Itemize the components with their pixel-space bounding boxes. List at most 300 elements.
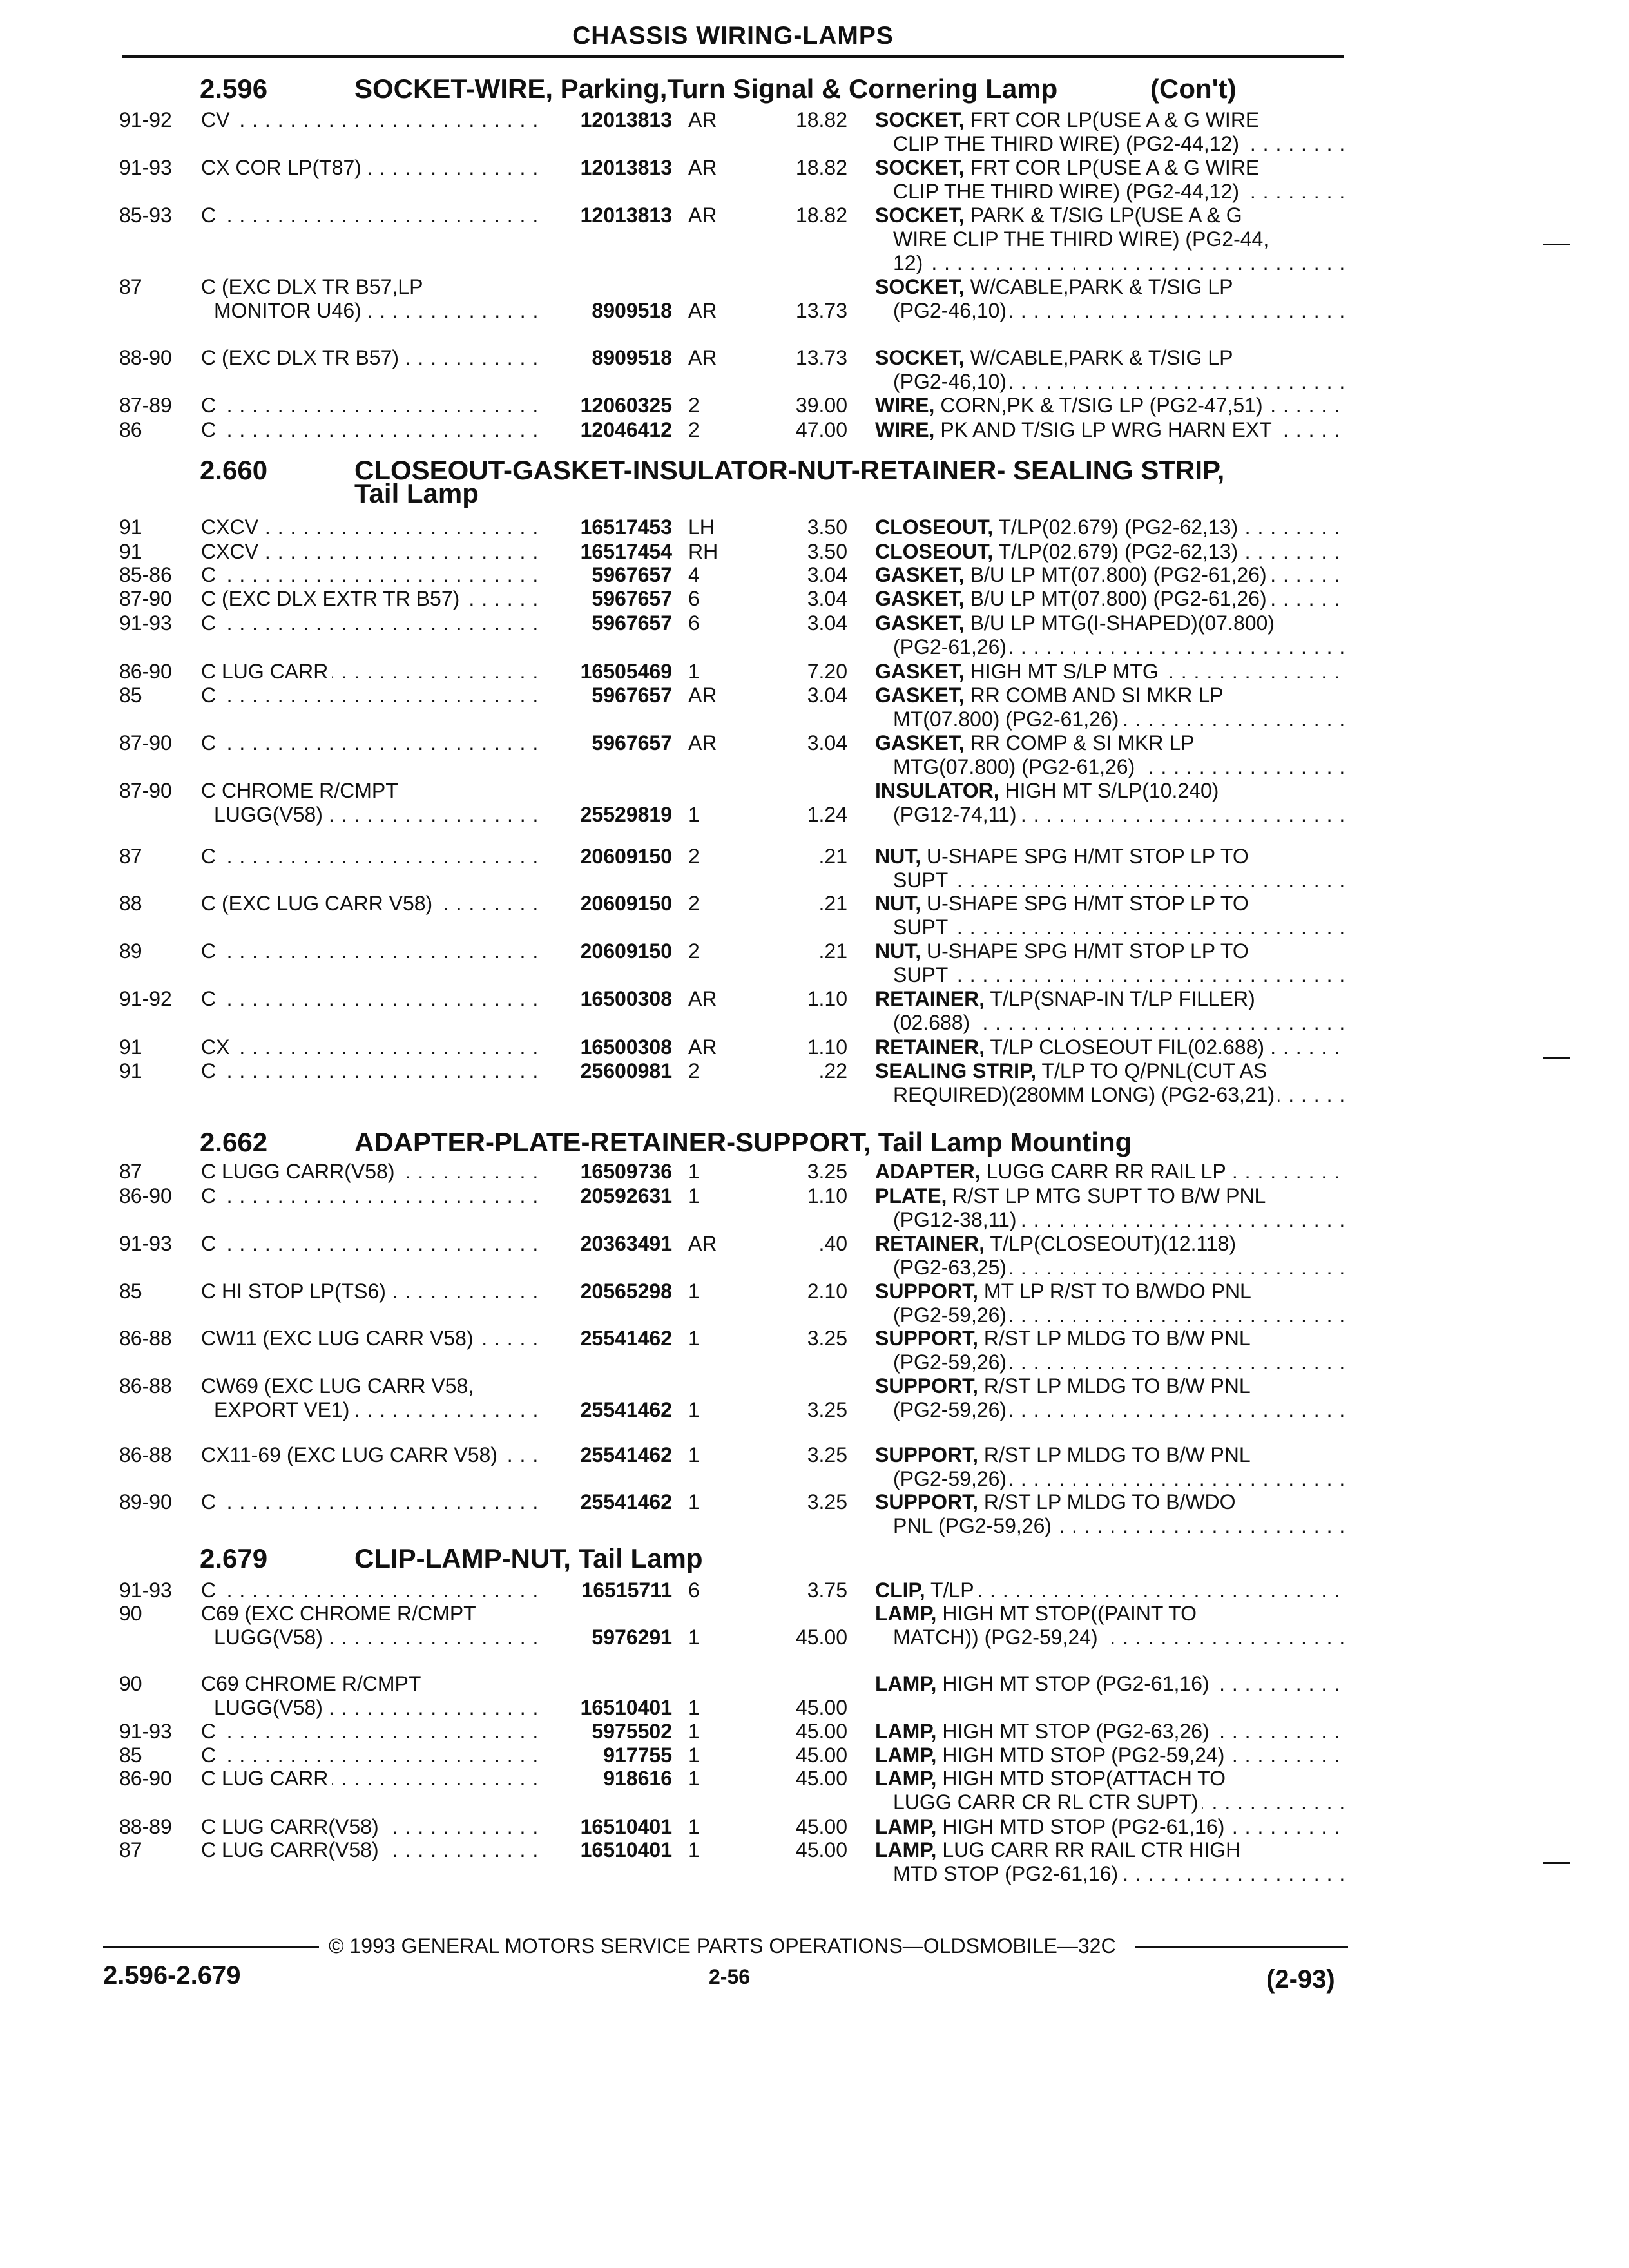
part-description [875, 1280, 1345, 1303]
part-number: 20609150 [580, 892, 672, 915]
footer-rule-right [1135, 1946, 1348, 1948]
model-year: 91 [119, 1035, 142, 1059]
margin-mark [1543, 244, 1570, 245]
model-code: . . . CXCV [201, 540, 543, 564]
quantity: 1 [688, 1744, 700, 1767]
price: 3.04 [807, 587, 847, 610]
part-detail: R/ST LP MTG SUPT TO B/W PNL [947, 1184, 1266, 1207]
price: 3.50 [807, 540, 847, 563]
part-description-continued: . . . (PG2-59,26) [893, 1303, 1345, 1327]
model-year: 86 [119, 418, 142, 441]
price: 1.10 [807, 987, 847, 1010]
part-description-continued: . . . (PG2-63,25) [893, 1256, 1345, 1280]
footer-page-number: 2-56 [709, 1965, 751, 1988]
model-year: 86-90 [119, 660, 172, 683]
part-description [875, 1602, 1345, 1626]
part-name: LAMP, [875, 1838, 937, 1861]
part-description-continued: . . . (PG2-46,10) [893, 299, 1345, 323]
section-title: CLIP-LAMP-NUT, Tail Lamp [354, 1543, 703, 1573]
part-detail: W/CABLE,PARK & T/SIG LP [964, 346, 1233, 369]
part-description [875, 540, 1345, 564]
model-code: . . . C [201, 1579, 543, 1602]
quantity: AR [688, 1232, 717, 1255]
part-name: RETAINER, [875, 987, 985, 1010]
part-name: GASKET, [875, 660, 965, 683]
part-number: 16510401 [580, 1696, 672, 1719]
part-name: SUPPORT, [875, 1374, 979, 1398]
price: .21 [818, 939, 847, 963]
quantity: 1 [688, 1280, 700, 1303]
part-detail: FRT COR LP(USE A & G WIRE [964, 156, 1260, 179]
part-number: 16510401 [580, 1838, 672, 1861]
model-year: 91 [119, 1059, 142, 1082]
part-number: 16515711 [581, 1579, 672, 1602]
model-code: . . . C [201, 611, 543, 635]
quantity: 1 [688, 1443, 700, 1466]
quantity: 1 [688, 1696, 700, 1719]
part-detail: MT LP R/ST TO B/WDO PNL [978, 1280, 1251, 1303]
quantity: 2 [688, 1059, 700, 1082]
model-year: 87 [119, 1838, 142, 1861]
model-code-continued: . . . MONITOR U46) [214, 299, 543, 323]
quantity: 1 [688, 1720, 700, 1743]
part-description [875, 515, 1345, 539]
part-number: 16517454 [580, 540, 672, 563]
part-name: NUT, [875, 892, 921, 915]
model-year: 86-88 [119, 1443, 172, 1466]
part-description [875, 1744, 1345, 1767]
part-description [875, 1374, 1345, 1398]
quantity: LH [688, 515, 715, 539]
model-code: . . . C [201, 563, 543, 587]
model-year: 91-92 [119, 987, 172, 1010]
part-number: 918616 [603, 1767, 672, 1790]
part-number: 20565298 [580, 1280, 672, 1303]
part-description [875, 1184, 1345, 1208]
part-description [875, 108, 1345, 132]
part-name: NUT, [875, 939, 921, 963]
model-code: . . . C [201, 987, 543, 1011]
quantity: AR [688, 1035, 717, 1059]
part-description [875, 1672, 1345, 1696]
part-description-continued: . . . LUGG CARR CR RL CTR SUPT) [893, 1791, 1345, 1814]
part-detail: R/ST LP MLDG TO B/W PNL [978, 1374, 1251, 1398]
model-year: 91-93 [119, 1720, 172, 1743]
section-number: 2.662 [200, 1127, 268, 1157]
part-number: 5967657 [592, 611, 672, 635]
part-name: SOCKET, [875, 156, 965, 179]
price: 3.04 [807, 563, 847, 586]
model-code: . . . C [201, 394, 543, 418]
quantity: AR [688, 108, 717, 131]
part-description [875, 684, 1345, 707]
model-code: . . . CX COR LP(T87) [201, 156, 543, 180]
quantity: 1 [688, 1160, 700, 1183]
part-name: GASKET, [875, 684, 965, 707]
part-number: 16500308 [580, 987, 672, 1010]
model-year: 85 [119, 1744, 142, 1767]
price: 45.00 [795, 1767, 847, 1790]
model-year: 85 [119, 1280, 142, 1303]
margin-mark [1543, 1862, 1570, 1864]
price: 18.82 [795, 156, 847, 179]
part-description [875, 779, 1345, 803]
part-number: 25541462 [580, 1490, 672, 1514]
footer-section-range: 2.596-2.679 [103, 1961, 241, 1990]
quantity: AR [688, 987, 717, 1010]
section-number: 2.596 [200, 73, 268, 104]
price: .22 [818, 1059, 847, 1082]
model-year: 88-89 [119, 1815, 172, 1838]
part-description [875, 892, 1345, 916]
model-code: . . . C [201, 731, 543, 755]
model-code: . . . C [201, 418, 543, 442]
price: 39.00 [795, 394, 847, 417]
quantity: AR [688, 299, 717, 322]
part-number: 16517453 [580, 515, 672, 539]
price: 3.75 [807, 1579, 847, 1602]
margin-mark [1543, 1057, 1570, 1059]
quantity: 1 [688, 660, 700, 683]
price: 3.50 [807, 515, 847, 539]
model-year: 85-93 [119, 204, 172, 227]
part-description [875, 1035, 1345, 1059]
price: 47.00 [795, 418, 847, 441]
model-year: 90 [119, 1602, 142, 1625]
model-year: 87 [119, 845, 142, 868]
part-name: NUT, [875, 845, 921, 868]
part-description-continued: . . . (PG2-59,26) [893, 1398, 1345, 1422]
model-year: 91-92 [119, 108, 172, 131]
model-year: 91-93 [119, 1579, 172, 1602]
part-number: 5967657 [592, 684, 672, 707]
part-description [875, 418, 1345, 442]
part-detail: T/LP CLOSEOUT FIL(02.688) [985, 1035, 1265, 1059]
model-code: . . . C [201, 845, 543, 869]
part-description [875, 563, 1345, 587]
model-year: 88 [119, 892, 142, 915]
part-description [875, 1720, 1345, 1744]
part-description [875, 275, 1345, 299]
quantity: 1 [688, 1184, 700, 1207]
model-year: 87 [119, 1160, 142, 1183]
part-name: SOCKET, [875, 108, 965, 131]
section-subtitle: Tail Lamp [354, 478, 479, 508]
part-name: SUPPORT, [875, 1443, 979, 1466]
part-detail: T/LP(SNAP-IN T/LP FILLER) [985, 987, 1255, 1010]
part-number: 25541462 [580, 1327, 672, 1350]
model-code: . . . C LUG CARR(V58) [201, 1815, 543, 1839]
model-year: 91-93 [119, 1232, 172, 1255]
price: 45.00 [795, 1815, 847, 1838]
part-number: 20363491 [580, 1232, 672, 1255]
part-name: GASKET, [875, 731, 965, 754]
model-code: . . . CW11 (EXC LUG CARR V58) [201, 1327, 543, 1350]
part-description [875, 731, 1345, 755]
part-description-continued: . . . (PG2-59,26) [893, 1350, 1345, 1374]
part-name: SOCKET, [875, 275, 965, 298]
part-detail: HIGH MTD STOP (PG2-59,24) [936, 1744, 1225, 1767]
quantity: 2 [688, 394, 700, 417]
part-detail: R/ST LP MLDG TO B/W PNL [978, 1443, 1251, 1466]
model-code: . . . C LUG CARR(V58) [201, 1838, 543, 1862]
model-code: C CHROME R/CMPT [201, 779, 543, 803]
part-number: 5976291 [592, 1626, 672, 1649]
model-code: . . . CXCV [201, 515, 543, 539]
model-code: . . . C [201, 684, 543, 707]
part-name: SOCKET, [875, 204, 965, 227]
model-code: C69 CHROME R/CMPT [201, 1672, 543, 1696]
part-number: 12060325 [580, 394, 672, 417]
model-year: 86-88 [119, 1327, 172, 1350]
quantity: 1 [688, 1398, 700, 1421]
part-description-continued: . . . SUPT [893, 916, 1345, 939]
part-detail: HIGH MT STOP (PG2-61,16) [936, 1672, 1210, 1695]
model-code: C (EXC DLX TR B57,LP [201, 275, 543, 299]
quantity: 2 [688, 418, 700, 441]
model-year: 91 [119, 515, 142, 539]
part-detail: FRT COR LP(USE A & G WIRE [964, 108, 1260, 131]
part-description-continued: . . . (PG2-61,26) [893, 635, 1345, 659]
model-year: 89-90 [119, 1490, 172, 1514]
model-code: . . . C (EXC DLX TR B57) [201, 346, 543, 370]
model-year: 90 [119, 1672, 142, 1695]
quantity: RH [688, 540, 718, 563]
section-number: 2.660 [200, 455, 268, 485]
model-code-continued: . . . LUGG(V58) [214, 1626, 543, 1649]
model-code: . . . C [201, 939, 543, 963]
price: 3.25 [807, 1327, 847, 1350]
part-detail: PK AND T/SIG LP WRG HARN EXT [934, 418, 1272, 441]
model-code: . . . C LUG CARR [201, 1767, 543, 1791]
part-description-continued: . . . CLIP THE THIRD WIRE) (PG2-44,12) [893, 132, 1345, 156]
price: 45.00 [795, 1720, 847, 1743]
price: 3.25 [807, 1160, 847, 1183]
part-detail: HIGH MT S/LP MTG [964, 660, 1159, 683]
model-code: CW69 (EXC LUG CARR V58, [201, 1374, 543, 1398]
model-code-continued: . . . LUGG(V58) [214, 1696, 543, 1720]
quantity: 6 [688, 587, 700, 610]
part-description-continued: . . . (PG12-38,11) [893, 1208, 1345, 1232]
part-description [875, 204, 1345, 227]
model-code: . . . CV [201, 108, 543, 132]
section-title: ADAPTER-PLATE-RETAINER-SUPPORT, Tail Lamp Mounting [354, 1127, 1132, 1157]
part-number: 16505469 [580, 660, 672, 683]
model-code: . . . C (EXC DLX EXTR TR B57) [201, 587, 543, 611]
quantity: 1 [688, 1327, 700, 1350]
part-description-continued: . . . MATCH)) (PG2-59,24) [893, 1626, 1345, 1649]
part-number: 917755 [603, 1744, 672, 1767]
price: .21 [818, 845, 847, 868]
part-number: 20592631 [580, 1184, 672, 1207]
part-name: LAMP, [875, 1672, 937, 1695]
model-year: 86-88 [119, 1374, 172, 1398]
footer-date: (2-93) [1266, 1965, 1335, 1994]
quantity: 1 [688, 1490, 700, 1514]
part-number: 25600981 [580, 1059, 672, 1082]
part-description [875, 156, 1345, 180]
title-rule [122, 55, 1344, 58]
model-code: . . . C LUGG CARR(V58) [201, 1160, 543, 1184]
part-detail: HIGH MT STOP (PG2-63,26) [936, 1720, 1210, 1743]
part-description [875, 1160, 1345, 1184]
part-name: LAMP, [875, 1815, 937, 1838]
model-code: . . . C [201, 1184, 543, 1208]
part-description [875, 660, 1345, 684]
part-description-continued: . . . (PG2-59,26) [893, 1467, 1345, 1491]
part-name: GASKET, [875, 587, 965, 610]
part-description [875, 611, 1345, 635]
part-name: CLOSEOUT, [875, 515, 994, 539]
model-code: C69 (EXC CHROME R/CMPT [201, 1602, 543, 1626]
price: 1.10 [807, 1035, 847, 1059]
part-description [875, 1767, 1345, 1791]
price: 45.00 [795, 1838, 847, 1861]
model-year: 87-90 [119, 587, 172, 610]
price: 13.73 [795, 299, 847, 322]
part-number: 5967657 [592, 563, 672, 586]
part-description-continued: . . . SUPT [893, 869, 1345, 892]
quantity: AR [688, 731, 717, 754]
quantity: 1 [688, 1626, 700, 1649]
model-code: . . . C [201, 1059, 543, 1083]
part-description [875, 987, 1345, 1011]
part-description [875, 845, 1345, 869]
model-year: 87 [119, 275, 142, 298]
quantity: 1 [688, 1767, 700, 1790]
part-name: PLATE, [875, 1184, 947, 1207]
part-number: 16500308 [580, 1035, 672, 1059]
part-detail: B/U LP MT(07.800) (PG2-61,26) [964, 563, 1267, 586]
model-year: 89 [119, 939, 142, 963]
part-number: 20609150 [580, 939, 672, 963]
model-code: . . . CX11-69 (EXC LUG CARR V58) [201, 1443, 543, 1467]
price: 45.00 [795, 1744, 847, 1767]
part-number: 5967657 [592, 731, 672, 754]
price: 3.25 [807, 1398, 847, 1421]
part-name: SUPPORT, [875, 1490, 979, 1514]
price: 3.04 [807, 731, 847, 754]
part-number: 12013813 [580, 156, 672, 179]
part-detail: B/U LP MT(07.800) (PG2-61,26) [964, 587, 1267, 610]
part-name: RETAINER, [875, 1035, 985, 1059]
part-detail: B/U LP MTG(I-SHAPED)(07.800) [964, 611, 1275, 635]
part-description-continued: . . . (PG12-74,11) [893, 803, 1345, 827]
part-name: ADAPTER, [875, 1160, 981, 1183]
part-detail: T/LP [925, 1579, 974, 1602]
part-description-continued: . . . CLIP THE THIRD WIRE) (PG2-44,12) [893, 180, 1345, 204]
part-name: GASKET, [875, 563, 965, 586]
quantity: 2 [688, 892, 700, 915]
part-detail: HIGH MTD STOP(ATTACH TO [936, 1767, 1226, 1790]
model-code-continued: . . . LUGG(V58) [214, 803, 543, 827]
footer-rule-left [103, 1946, 319, 1948]
price: 3.04 [807, 611, 847, 635]
quantity: 4 [688, 563, 700, 586]
part-description [875, 1838, 1345, 1862]
model-code: . . . C [201, 1720, 543, 1744]
model-year: 87-89 [119, 394, 172, 417]
part-name: LAMP, [875, 1767, 937, 1790]
part-detail: PARK & T/SIG LP(USE A & G [964, 204, 1242, 227]
part-detail: W/CABLE,PARK & T/SIG LP [964, 275, 1233, 298]
price: 7.20 [807, 660, 847, 683]
price: 3.25 [807, 1490, 847, 1514]
model-year: 85 [119, 684, 142, 707]
part-name: SUPPORT, [875, 1280, 979, 1303]
model-code: . . . C [201, 204, 543, 227]
quantity: 1 [688, 1815, 700, 1838]
part-detail: T/LP(CLOSEOUT)(12.118) [985, 1232, 1237, 1255]
part-description [875, 346, 1345, 370]
model-year: 86-90 [119, 1184, 172, 1207]
part-name: SEALING STRIP, [875, 1059, 1037, 1082]
price: 18.82 [795, 204, 847, 227]
part-detail: T/LP(02.679) (PG2-62,13) [993, 540, 1239, 563]
part-name: WIRE, [875, 394, 935, 417]
quantity: 1 [688, 1838, 700, 1861]
part-description-continued: . . . REQUIRED)(280MM LONG) (PG2-63,21) [893, 1083, 1345, 1107]
part-description [875, 939, 1345, 963]
part-number: 16510401 [580, 1815, 672, 1838]
part-name: INSULATOR, [875, 779, 999, 802]
quantity: AR [688, 346, 717, 369]
part-description-continued: . . . (02.688) [893, 1011, 1345, 1035]
model-code-continued: . . . EXPORT VE1) [214, 1398, 543, 1422]
part-number: 16509736 [580, 1160, 672, 1183]
price: 1.10 [807, 1184, 847, 1207]
part-description [875, 1579, 1345, 1602]
part-description [875, 1815, 1345, 1839]
part-detail: HIGH MTD STOP (PG2-61,16) [936, 1815, 1225, 1838]
part-number: 8909518 [592, 299, 672, 322]
quantity: AR [688, 684, 717, 707]
model-year: 85-86 [119, 563, 172, 586]
part-number: 5975502 [592, 1720, 672, 1743]
part-number: 5967657 [592, 587, 672, 610]
model-year: 88-90 [119, 346, 172, 369]
section-title: CLOSEOUT-GASKET-INSULATOR-NUT-RETAINER- SEALING STRIP, [354, 455, 1225, 485]
part-detail: T/LP(02.679) (PG2-62,13) [993, 515, 1239, 539]
quantity: 2 [688, 939, 700, 963]
part-name: RETAINER, [875, 1232, 985, 1255]
part-description-continued: . . . MT(07.800) (PG2-61,26) [893, 707, 1345, 731]
model-code: . . . C [201, 1232, 543, 1256]
part-description [875, 1232, 1345, 1256]
part-detail: LUG CARR RR RAIL CTR HIGH [936, 1838, 1241, 1861]
part-description [875, 1490, 1345, 1514]
part-description [875, 394, 1345, 418]
model-year: 91 [119, 540, 142, 563]
part-name: CLIP, [875, 1579, 925, 1602]
quantity: 2 [688, 845, 700, 868]
model-code: . . . C (EXC LUG CARR V58) [201, 892, 543, 916]
price: .40 [818, 1232, 847, 1255]
part-name: LAMP, [875, 1720, 937, 1743]
part-detail: CORN,PK & T/SIG LP (PG2-47,51) [934, 394, 1263, 417]
part-name: WIRE, [875, 418, 935, 441]
part-description [875, 1327, 1345, 1350]
part-detail: LUGG CARR RR RAIL LP [980, 1160, 1226, 1183]
model-code: . . . CX [201, 1035, 543, 1059]
part-detail: U-SHAPE SPG H/MT STOP LP TO [921, 939, 1249, 963]
quantity: 6 [688, 1579, 700, 1602]
price: 3.04 [807, 684, 847, 707]
model-year: 86-90 [119, 1767, 172, 1790]
part-description [875, 1059, 1345, 1083]
part-name: CLOSEOUT, [875, 540, 994, 563]
part-description [875, 587, 1345, 611]
